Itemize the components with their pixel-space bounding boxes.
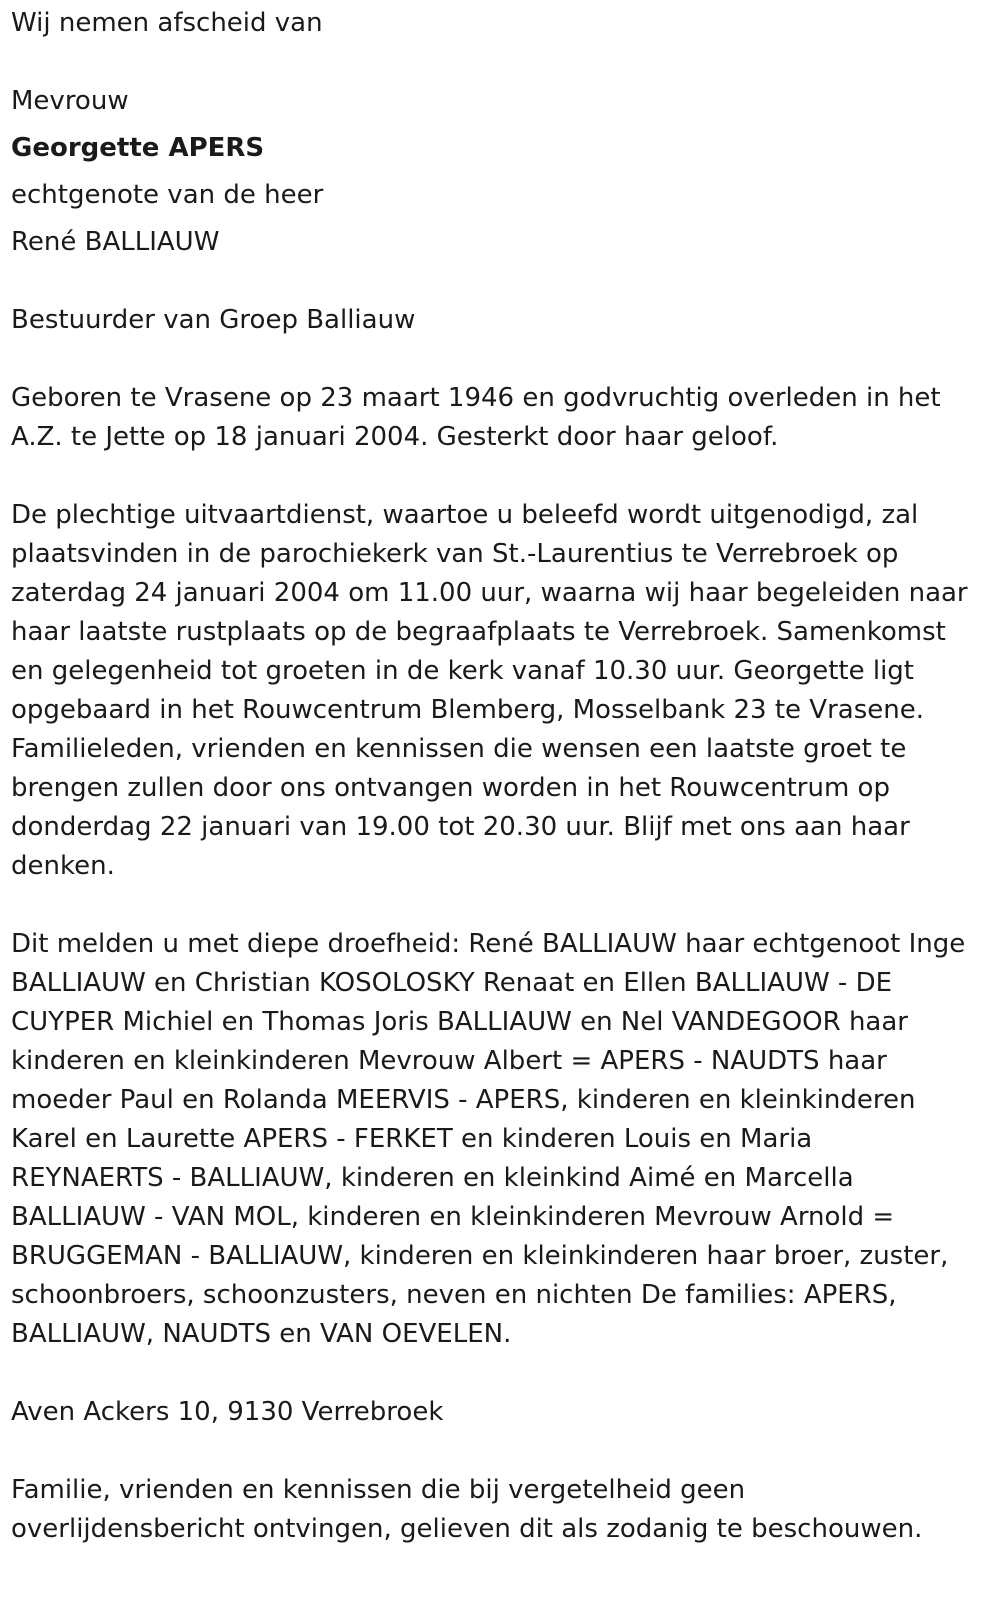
spacer xyxy=(11,886,969,925)
spacer xyxy=(11,43,969,82)
spacer xyxy=(11,215,969,223)
spacer xyxy=(11,168,969,176)
spacer xyxy=(11,262,969,301)
address-line: Aven Ackers 10, 9130 Verrebroek xyxy=(11,1397,444,1427)
birth-death-paragraph: Geboren te Vrasene op 23 maart 1946 en godvruchtig overleden in het A.Z. te Jette op 18 januari 2004. Gesterkt door haar geloof. xyxy=(11,383,941,452)
salutation: Mevrouw xyxy=(11,86,129,116)
spouse-intro: echtgenote van de heer xyxy=(11,180,324,210)
spacer xyxy=(11,1354,969,1393)
spacer xyxy=(11,1432,969,1471)
spacer xyxy=(11,340,969,379)
family-paragraph: Dit melden u met diepe droefheid: René BALLIAUW haar echtgenoot Inge BALLIAUW en Christian KOSOLOSKY Renaat en Ellen BALLIAUW - DE CUYPER Michiel en Thomas Joris BALLIAUW en Nel VANDEGOOR haar kinderen en kleinkinderen Mevrouw Albert = APERS - NAUDTS haar moeder Paul en Rolanda MEERVIS - APERS, kinderen en kleinkinderen Karel en Laurette APERS - FERKET en kinderen Louis en Maria REYNAERTS - BALLIAUW, kinderen en kleinkind Aimé en Marcella BALLIAUW - VAN MOL, kinderen en kleinkinderen Mevrouw Arnold = BRUGGEMAN - BALLIAUW, kinderen en kleinkinderen haar broer, zuster, schoonbroers, schoonzusters, neven en nichten De families: APERS, BALLIAUW, NAUDTS en VAN OEVELEN. xyxy=(11,929,966,1349)
intro-text: Wij nemen afscheid van xyxy=(11,8,323,38)
deceased-name: Georgette APERS xyxy=(11,133,265,163)
spacer xyxy=(11,121,969,129)
closing-paragraph: Familie, vrienden en kennissen die bij vergetelheid geen overlijdensbericht ontvingen, gelieven dit als zodanig te beschouwen. xyxy=(11,1475,923,1544)
spacer xyxy=(11,457,969,496)
spouse-name: René BALLIAUW xyxy=(11,227,220,257)
service-paragraph: De plechtige uitvaartdienst, waartoe u beleefd wordt uitgenodigd, zal plaatsvinden in de parochiekerk van St.-Laurentius te Verrebroek op zaterdag 24 januari 2004 om 11.00 uur, waarna wij haar begeleiden naar haar laatste rustplaats op de begraafplaats te Verrebroek. Samenkomst en gelegenheid tot groeten in de kerk vanaf 10.30 uur. Georgette ligt opgebaard in het Rouwcentrum Blemberg, Mosselbank 23 te Vrasene. Familieleden, vrienden en kennissen die wensen een laatste groet te brengen zullen door ons ontvangen worden in het Rouwcentrum op donderdag 22 januari van 19.00 tot 20.30 uur. Blijf met ons aan haar denken. xyxy=(11,500,968,881)
title-line: Bestuurder van Groep Balliauw xyxy=(11,305,416,335)
